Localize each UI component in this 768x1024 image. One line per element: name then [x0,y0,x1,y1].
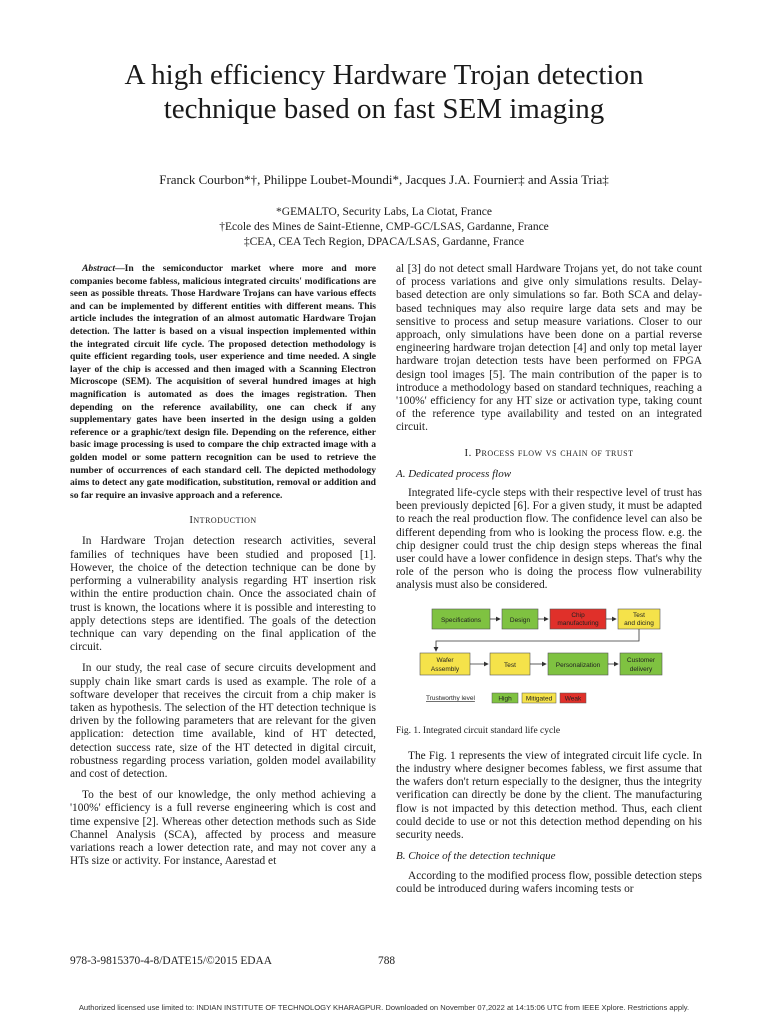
label-test-dicing-1: Test [633,611,645,619]
affiliation-3: ‡CEA, CEA Tech Region, DPACA/LSAS, Gardanne, France [243,236,525,248]
affiliations [0,205,768,250]
label-customer: Customer [626,656,656,664]
label-chip: Chip [571,611,585,619]
abstract [70,263,376,502]
legend-mitigated: Mitigated [525,695,553,703]
subsection-heading-a: A. Dedicated process flow [396,467,512,480]
figure-1 [396,601,702,719]
section-heading-1: I. Process flow vs chain of trust [464,446,634,459]
label-wafer: Wafer [436,656,454,664]
author-list: Franck Courbon*†, Philippe Loubet-Moundi*, Jacques J.A. Fournier‡ and Assia Tria‡ [159,172,609,187]
continued-paragraph: al [3] do not detect small Hardware Trojans yet, do not take count of process variations and give only simulations results. Delay-based detection are only simulations so far. Both SCA and delay-based techniques may also require large data sets and may be sensitive to process and setup measure variations. Closer to our approach, only simulations have been done on a partial reverse engineering hardware trojan detection [4] and only top metal layer hardware trojan detection tests have been performed on FPGA design tool images [5]. The main contribution of the paper is to introduce a methodology based on standard techniques, reaching a '100%' efficiency for any HT size or activation type, taking count of the reference type availability and tested on an integrated circuit. [396,263,702,434]
legend-title: Trustworthy level [426,694,475,702]
right-column [396,263,702,904]
section-heading-introduction: Introduction [189,514,257,527]
label-assembly: Assembly [430,665,460,673]
title-line-1: A high efficiency Hardware Trojan detection [124,59,644,91]
title-line-2: technique based on fast SEM imaging [163,93,605,125]
label-manufacturing: manufacturing [557,619,599,627]
subsection-a-paragraph: Integrated life-cycle steps with their respective level of trust has been previously depicted [6]. For a given study, it must be adapted to reach the real production flow. The confidence level can also be different depending from who is looking the process flow. e.g. the chip designer could trust the chip design steps whereas the final user could have a lower confidence in design steps. That's why the role of the person who is doing the process flow vulnerability analysis must also be considered. [396,487,702,592]
intro-paragraph-3: To the best of our knowledge, the only method achieving a '100%' efficiency is a full reverse engineering which is cost and time expensive [2]. Whereas other detection methods such as Side Channel Analysis (SCA), affected by process and measure variations reach a lower detection rate, and may not cover any a HTs size or activity. For instance, Aarestad et [70,789,376,868]
abstract-text: —In the semiconductor market where more and more companies become fabless, malicious integrated circuits' modifications are seen as possible threats. Those Hardware Trojans can have various effects and can be implemented by different entities with different means. This article includes the integration of an almost automatic Hardware Trojan detection. The latter is based on a visual inspection implemented within the integrated circuit life cycle. The proposed detection methodology is quite efficient regarding tools, user experience and time needed. A single layer of the chip is accessed and then imaged with a Scanning Electron Microscope (SEM). The acquisition of several hundred images at high magnification is automated as does the images registration. Then depending on the reference availability, one can check if any supplementary gates have been inserted in the design using a golden reference or a graphic/text design file. Depending on the reference, either basic image processing is used to compare the chip extracted image with a golden model or some pattern recognition can be used to retrieve the number of occurrences of each standard cell. The depicted methodology aims to detect any gate modification, substitution, removal or addition and so far require an invasive approach and a reference. [70,263,376,501]
legend-weak: Weak [564,695,582,703]
paper-title [0,58,768,126]
label-test: Test [504,661,516,669]
isbn-footer: 978-3-9815370-4-8/DATE15/©2015 EDAA [70,955,272,967]
label-delivery: delivery [629,665,653,673]
license-notice: Authorized licensed use limited to: INDIAN INSTITUTE OF TECHNOLOGY KHARAGPUR. Downloaded on November 07,2022 at 14:15:06 UTC from IEEE Xplore. Restrictions apply. [78,1003,690,1012]
intro-paragraph-1: In Hardware Trojan detection research activities, several families of techniques have been studied and proposed [1]. However, the choice of the detection technique can be done by performing a vulnerability analysis regarding HT insertion risk within the entire production chain. Once the associated chain of trust is known, the locations where it is possible and interesting to apply detections steps are identified. The goals of the detection technique can vary depending on the final application of the circuit. [70,535,376,654]
left-column [70,263,376,876]
label-test-dicing-2: and dicing [624,619,654,627]
label-specifications: Specifications [440,616,482,624]
life-cycle-diagram [396,601,702,719]
figure-1-caption: Fig. 1. Integrated circuit standard life cycle [396,725,561,736]
intro-paragraph-2: In our study, the real case of secure circuits development and supply chain like smart cards is used as example. The role of a software developer that receives the circuit from a chip maker is taken as hypothesis. The selection of the HT detection technique is driven by the following parameters that are relevant for the given application: detection time available, kind of HT detected, detection success rate, size of the HT detected in digital circuit, robustness regarding process variation, golden model availability and cost of detection. [70,662,376,780]
abstract-lead: Abstract [82,263,116,274]
page-number: 788 [378,955,396,967]
affiliation-1: *GEMALTO, Security Labs, La Ciotat, France [276,206,492,218]
label-design: Design [509,616,531,624]
subsection-b-paragraph: According to the modified process flow, possible detection steps could be introduced during wafers incoming tests or [396,869,702,895]
affiliation-2: †Ecole des Mines de Saint-Etienne, CMP-GC/LSAS, Gardanne, France [219,221,549,233]
label-personalization: Personalization [555,661,601,669]
subsection-heading-b: B. Choice of the detection technique [396,850,556,863]
legend-high: High [498,695,512,703]
figure-discussion-paragraph: The Fig. 1 represents the view of integrated circuit life cycle. In the industry where designer becomes fabless, we first assume that the wafers don't return especially to the designer, thus the integrity verification can directly be done by the client. The manufacturing flow is not impacted by this detection method. Thus, each client could decide to use or not this detection method depending on his security needs. [396,749,702,842]
